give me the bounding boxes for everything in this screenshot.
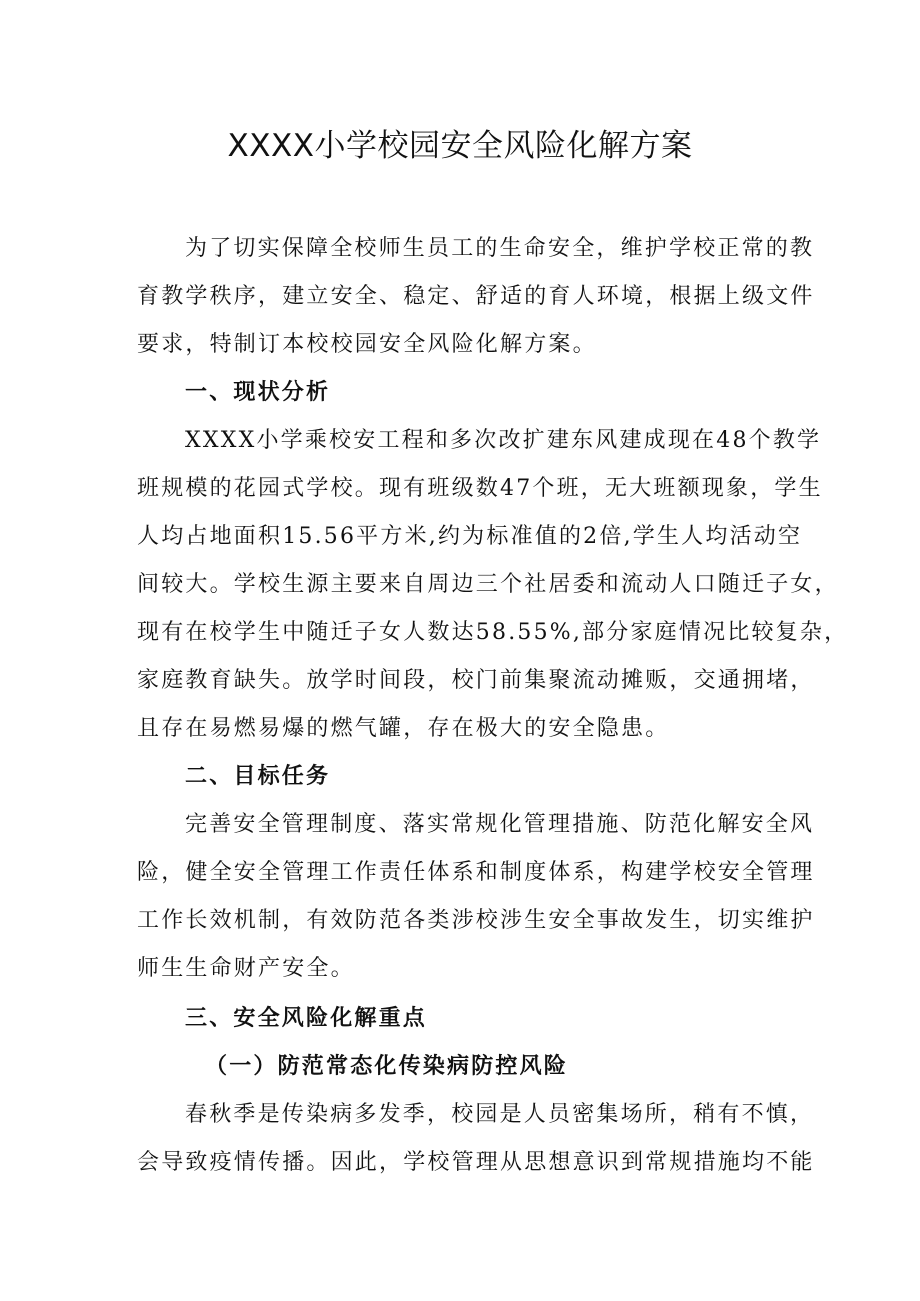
paragraph-line: 且存在易燃易爆的燃气罐，存在极大的安全隐患。 xyxy=(137,716,670,741)
subsection-heading: （一）防范常态化传染病防控风险 xyxy=(205,1054,569,1079)
paragraph-line: 师生生命财产安全。 xyxy=(137,956,355,981)
document-title: XXXX小学校园安全风险化解方案 xyxy=(227,128,693,164)
paragraph-line: 会导致疫情传播。因此，学校管理从思想意识到常规措施均不能 xyxy=(137,1150,815,1175)
paragraph-line: 家庭教育缺失。放学时间段，校门前集聚流动摊贩，交通拥堵， xyxy=(137,668,815,693)
section-heading: 三、安全风险化解重点 xyxy=(185,1006,428,1031)
paragraph-line: 完善安全管理制度、落实常规化管理措施、防范化解安全风 xyxy=(185,812,815,837)
paragraph-line: 工作长效机制，有效防范各类涉校涉生安全事故发生，切实维护 xyxy=(137,908,815,933)
paragraph-line: 人均占地面积15.56平方米,约为标准值的2倍,学生人均活动空 xyxy=(137,524,803,549)
paragraph-line: 现有在校学生中随迁子女人数达58.55%,部分家庭情况比较复杂， xyxy=(137,620,849,645)
section-heading: 一、现状分析 xyxy=(185,380,331,405)
paragraph-line: 班规模的花园式学校。现有班级数47个班，无大班额现象，学生 xyxy=(137,476,823,501)
paragraph-line: 育教学秩序，建立安全、稳定、舒适的育人环境，根据上级文件 xyxy=(137,284,815,309)
paragraph-line: 为了切实保障全校师生员工的生命安全，维护学校正常的教 xyxy=(185,236,815,261)
paragraph-line: 险，健全安全管理工作责任体系和制度体系，构建学校安全管理 xyxy=(137,860,815,885)
section-heading: 二、目标任务 xyxy=(185,764,331,789)
paragraph-line: 要求，特制订本校校园安全风险化解方案。 xyxy=(137,332,597,357)
paragraph-line: 间较大。学校生源主要来自周边三个社居委和流动人口随迁子女， xyxy=(137,572,839,597)
paragraph-line: 春秋季是传染病多发季，校园是人员密集场所，稍有不慎， xyxy=(185,1102,815,1127)
paragraph-line: XXXX小学乘校安工程和多次改扩建东风建成现在48个教学 xyxy=(185,428,822,453)
